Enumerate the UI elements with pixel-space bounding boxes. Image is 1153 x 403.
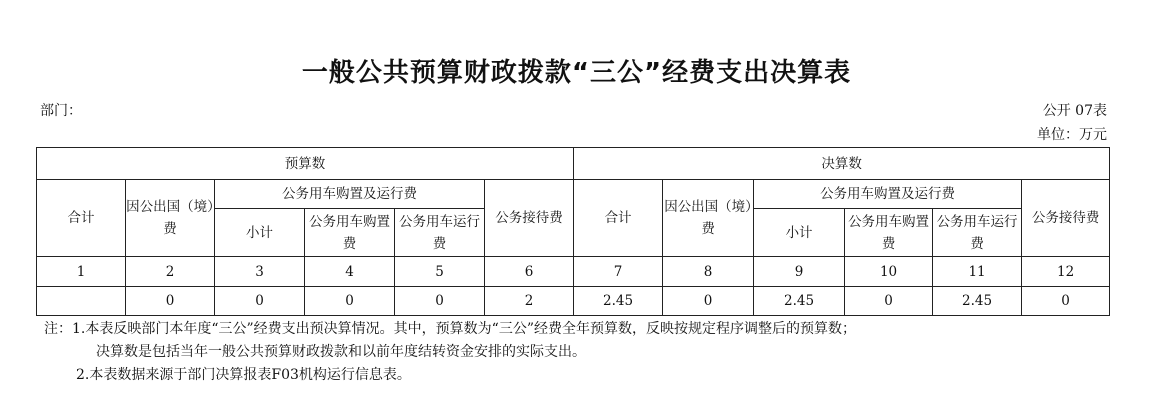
note-line: 注：1.本表反映部门本年度“三公”经费支出预决算情况。其中，预算数为“三公”经费全年预算数，反映按规定程序调整后的预算数；: [44, 321, 856, 337]
value-cell: 2.45: [574, 287, 663, 316]
notes: [44, 318, 1144, 387]
index-cell: 8: [663, 257, 754, 287]
index-cell: 11: [933, 257, 1022, 287]
budget-total-header: 合计: [37, 180, 126, 257]
budget-reception-header: 公务接待费: [485, 180, 574, 257]
final-vehicle-purchase-header: 公务用车购置费: [845, 209, 933, 257]
value-cell: 0: [1022, 287, 1110, 316]
index-cell: 3: [215, 257, 305, 287]
final-abroad-header: 因公出国（境）费: [663, 180, 754, 257]
note-line: 2.本表数据来源于部门决算报表F03机构运行信息表。: [76, 367, 411, 383]
final-vehicle-run-header: 公务用车运行费: [933, 209, 1022, 257]
index-cell: 1: [37, 257, 126, 287]
value-cell: 0: [663, 287, 754, 316]
index-cell: 10: [845, 257, 933, 287]
index-cell: 4: [305, 257, 395, 287]
table-code: 公开 07表: [1042, 103, 1107, 119]
value-cell: 0: [395, 287, 485, 316]
value-cell: 2.45: [933, 287, 1022, 316]
budget-subtotal-header: 小计: [215, 209, 305, 257]
value-cell: 0: [215, 287, 305, 316]
group-header-row: [37, 148, 1110, 180]
budget-vehicle-header: 公务用车购置及运行费: [215, 180, 485, 209]
value-cell: 0: [305, 287, 395, 316]
unit-label: 单位：万元: [1037, 127, 1107, 143]
index-cell: 7: [574, 257, 663, 287]
value-cell: 0: [845, 287, 933, 316]
department-label: 部门：: [40, 103, 82, 119]
index-cell: 12: [1022, 257, 1110, 287]
budget-vehicle-run-header: 公务用车运行费: [395, 209, 485, 257]
index-cell: 9: [754, 257, 845, 287]
final-total-header: 合计: [574, 180, 663, 257]
value-cell: 2.45: [754, 287, 845, 316]
final-subtotal-header: 小计: [754, 209, 845, 257]
final-header: 决算数: [574, 148, 1110, 180]
page-title: 一般公共预算财政拨款“三公”经费支出决算表: [301, 58, 852, 88]
index-row: [37, 257, 1110, 287]
category-header-row: [37, 180, 1110, 209]
data-row: [37, 287, 1110, 316]
index-cell: 6: [485, 257, 574, 287]
expenditure-table: [36, 147, 1110, 316]
index-cell: 2: [126, 257, 215, 287]
budget-vehicle-purchase-header: 公务用车购置费: [305, 209, 395, 257]
final-vehicle-header: 公务用车购置及运行费: [754, 180, 1022, 209]
budget-abroad-header: 因公出国（境）费: [126, 180, 215, 257]
final-reception-header: 公务接待费: [1022, 180, 1110, 257]
note-line: 决算数是包括当年一般公共预算财政拨款和以前年度结转资金安排的实际支出。: [96, 344, 586, 360]
index-cell: 5: [395, 257, 485, 287]
value-cell: 0: [126, 287, 215, 316]
value-cell: 2: [485, 287, 574, 316]
budget-header: 预算数: [37, 148, 574, 180]
value-cell: [37, 287, 126, 316]
